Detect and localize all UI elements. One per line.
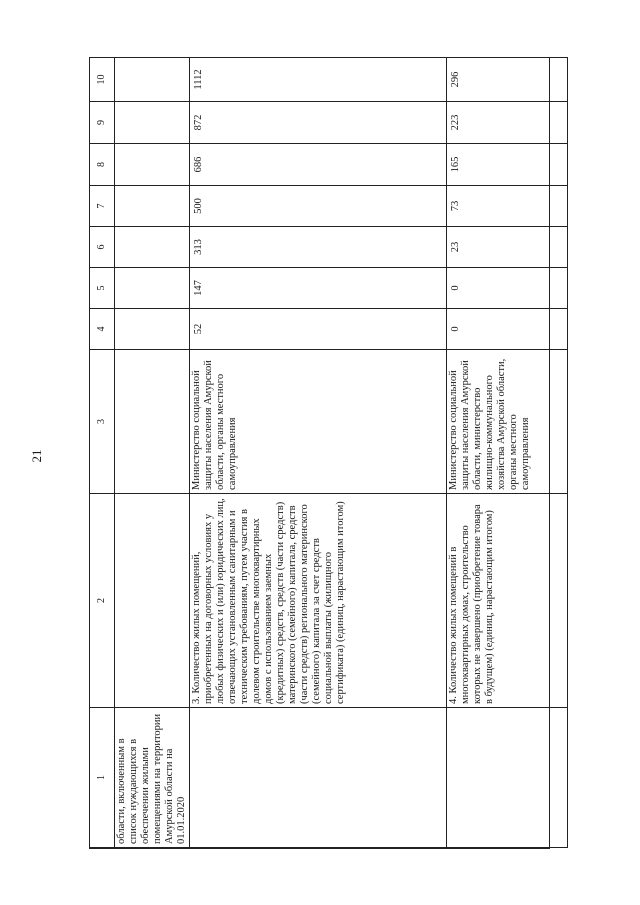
header-col-7: 7 bbox=[90, 186, 115, 227]
cell-row0-c1: области, включенным в список нуждающихся в обеспечении жилыми помещениями на территории Амурской области на 01.01.2020 bbox=[115, 708, 190, 848]
cell-row2-c6: 23 bbox=[447, 227, 568, 268]
cell-row0-c10 bbox=[115, 58, 190, 102]
cell-row1-c2: 3. Количество жилых помещений, приобретенных на договорных условиях у любых физических и (или) юридических лиц, отвечающих установленным санитарным и техническим требованиям, путем участия в долевом строительстве многоквартирных домов с использованием заемных (кредитных) средств, средств (части средств) материнского (семейного) капитала, средств (части средств) регионального материнского (семейного) капитала за счет средств социальной выплаты (жилищного сертификата) (единиц, нарастающим итогом) bbox=[190, 494, 447, 708]
cell-row2-c8: 165 bbox=[447, 144, 568, 186]
cell-row1-c4: 52 bbox=[190, 309, 447, 350]
header-col-4: 4 bbox=[90, 309, 115, 350]
header-col-2: 2 bbox=[90, 494, 115, 708]
cell-row2-c3: Министерство социальной защиты населения Амурской области, министерство жилищно-коммунального хозяйства Амурской области, органы местного самоуправления bbox=[447, 350, 568, 494]
table-frame bbox=[89, 58, 550, 849]
cell-row1-c9: 872 bbox=[190, 102, 447, 144]
cell-row0-c6 bbox=[115, 227, 190, 268]
table-row-continuation bbox=[115, 58, 190, 848]
header-col-6: 6 bbox=[90, 227, 115, 268]
rotated-table-container bbox=[89, 58, 549, 848]
header-col-1: 1 bbox=[90, 708, 115, 848]
cell-row1-c7: 500 bbox=[190, 186, 447, 227]
cell-row2-c7: 73 bbox=[447, 186, 568, 227]
cell-row0-c4 bbox=[115, 309, 190, 350]
cell-row0-c8 bbox=[115, 144, 190, 186]
cell-row1-c1 bbox=[190, 708, 447, 848]
cell-row1-c10: 1112 bbox=[190, 58, 447, 102]
header-col-9: 9 bbox=[90, 102, 115, 144]
cell-row1-c3: Министерство социальной защиты населения Амурской области, органы местного самоуправления bbox=[190, 350, 447, 494]
header-row bbox=[90, 58, 115, 848]
table-row-indicator-4 bbox=[447, 58, 568, 848]
cell-row0-c9 bbox=[115, 102, 190, 144]
cell-row0-c2 bbox=[115, 494, 190, 708]
cell-row2-c5: 0 bbox=[447, 268, 568, 309]
cell-row2-c10: 296 bbox=[447, 58, 568, 102]
header-col-8: 8 bbox=[90, 144, 115, 186]
cell-row0-c5 bbox=[115, 268, 190, 309]
table-row-indicator-3 bbox=[190, 58, 447, 848]
cell-row2-c1 bbox=[447, 708, 568, 848]
cell-row0-c7 bbox=[115, 186, 190, 227]
cell-row2-c9: 223 bbox=[447, 102, 568, 144]
cell-row1-c5: 147 bbox=[190, 268, 447, 309]
header-col-10: 10 bbox=[90, 58, 115, 102]
cell-row2-c4: 0 bbox=[447, 309, 568, 350]
header-col-3: 3 bbox=[90, 350, 115, 494]
indicators-table bbox=[89, 57, 568, 848]
header-col-5: 5 bbox=[90, 268, 115, 309]
page-number: 21 bbox=[29, 449, 44, 463]
cell-row1-c6: 313 bbox=[190, 227, 447, 268]
cell-row2-c2: 4. Количество жилых помещений в многоквартирных домах, строительство которых не завершено (приобретение товара в будущем) (единиц, нарастающим итогом) bbox=[447, 494, 568, 708]
cell-row0-c3 bbox=[115, 350, 190, 494]
cell-row1-c8: 686 bbox=[190, 144, 447, 186]
